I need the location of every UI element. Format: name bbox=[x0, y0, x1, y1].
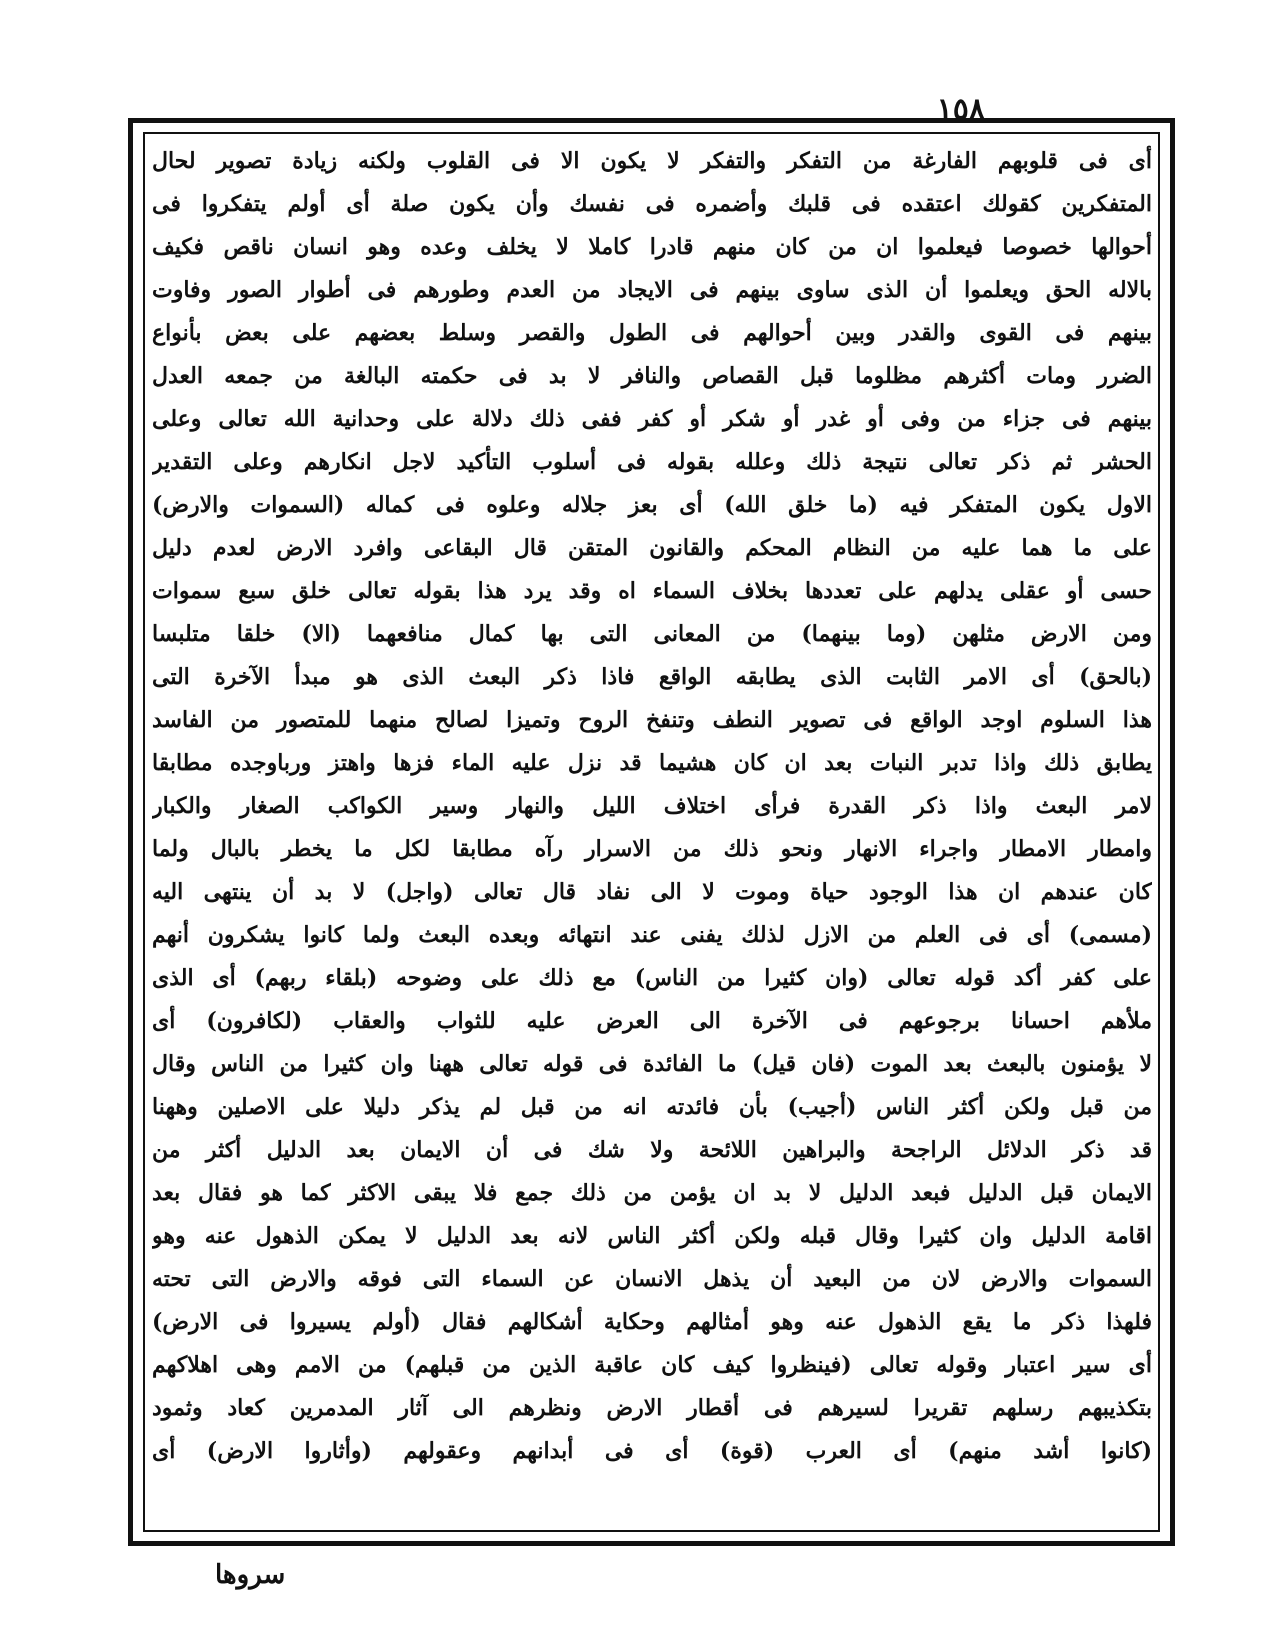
text-line: اقامة الدليل وان كثيرا وقال قبله ولكن أكثر الناس لانه بعد الدليل لا يمكن الذهول عنه وهو bbox=[152, 1223, 1152, 1249]
text-line: بتكذيبهم رسلهم تقريرا لسيرهم فى أقطار الارض ونظرهم الى آثار المدمرين كعاد وثمود bbox=[152, 1395, 1152, 1421]
text-line: أى سير اعتبار وقوله تعالى (فينظروا كيف كان عاقبة الذين من قبلهم) من الامم وهى اهلاكهم bbox=[152, 1352, 1152, 1378]
text-line: على ما هما عليه من النظام المحكم والقانون المتقن قال البقاعى وافرد الارض لعدم دليل bbox=[152, 535, 1152, 561]
text-line: هذا السلوم اوجد الواقع فى تصوير النطف وتنفخ الروح وتميزا لصالح منهما للمتصور من الفاسد bbox=[152, 707, 1152, 733]
text-line: المتفكرين كقولك اعتقده فى قلبك وأضمره فى نفسك وأن يكون صلة أى أولم يتفكروا فى bbox=[152, 191, 1152, 217]
text-line: الحشر ثم ذكر تعالى نتيجة ذلك وعلله بقوله فى أسلوب التأكيد لاجل انكارهم وعلى التقدير bbox=[152, 449, 1152, 475]
text-line: كان عندهم ان هذا الوجود حياة وموت لا الى نفاد قال تعالى (واجل) لا بد أن ينتهى اليه bbox=[152, 879, 1152, 905]
text-line: السموات والارض لان من البعيد أن يذهل الانسان عن السماء التى فوقه والارض التى تحته bbox=[152, 1266, 1152, 1292]
text-line: لا يؤمنون بالبعث بعد الموت (فان قيل) ما الفائدة فى قوله تعالى ههنا وان كثيرا من الناس وقال bbox=[152, 1051, 1152, 1077]
text-line: (مسمى) أى فى العلم من الازل لذلك يفنى عند انتهائه وبعده البعث ولما كانوا يشكرون أنهم bbox=[152, 922, 1152, 948]
text-line: حسى أو عقلى يدلهم على تعددها بخلاف السماء اه وقد يرد هذا بقوله تعالى خلق سبع سموات bbox=[152, 578, 1152, 604]
text-line: (كانوا أشد منهم) أى العرب (قوة) أى فى أبدانهم وعقولهم (وأثاروا الارض) أى bbox=[152, 1438, 1152, 1464]
page-number: ١٥٨ bbox=[936, 92, 985, 127]
text-line: فلهذا ذكر ما يقع الذهول عنه وهو أمثالهم وحكاية أشكالهم فقال (أولم يسيروا فى الارض) bbox=[152, 1309, 1152, 1335]
text-line: أحوالها خصوصا فيعلموا ان من كان منهم قادرا كاملا لا يخلف وعده وهو انسان ناقص فكيف bbox=[152, 234, 1152, 260]
text-line: (بالحق) أى الامر الثابت الذى يطابقه الواقع فاذا ذكر البعث الذى هو مبدأ الآخرة التى bbox=[152, 664, 1152, 690]
text-line: ملأهم احسانا برجوعهم فى الآخرة الى العرض عليه للثواب والعقاب (لكافرون) أى bbox=[152, 1008, 1152, 1034]
text-line: وامطار الامطار واجراء الانهار ونحو ذلك من الاسرار رآه مطابقا لكل ما يخطر بالبال ولما bbox=[152, 836, 1152, 862]
catchword: سروها bbox=[215, 1560, 286, 1590]
text-line: لامر البعث واذا ذكر القدرة فرأى اختلاف الليل والنهار وسير الكواكب الصغار والكبار bbox=[152, 793, 1152, 819]
text-line: أى فى قلوبهم الفارغة من التفكر والتفكر لا يكون الا فى القلوب ولكنه زيادة تصوير لحال bbox=[152, 148, 1152, 174]
text-line: بينهم فى القوى والقدر وبين أحوالهم فى الطول والقصر وسلط بعضهم على بعض بأنواع bbox=[152, 320, 1152, 346]
text-line: الايمان قبل الدليل فبعد الدليل لا بد ان يؤمن من ذلك جمع فلا يبقى الاكثر كما هو فقال بعد bbox=[152, 1180, 1152, 1206]
text-line: من قبل ولكن أكثر الناس (أجيب) بأن فائدته انه من قبل لم يذكر دليلا على الاصلين وههنا bbox=[152, 1094, 1152, 1120]
text-line: قد ذكر الدلائل الراجحة والبراهين اللائحة ولا شك فى أن الايمان بعد الدليل أكثر من bbox=[152, 1137, 1152, 1163]
text-line: ومن الارض مثلهن (وما بينهما) من المعانى التى بها كمال منافعهما (الا) خلقا متلبسا bbox=[152, 621, 1152, 647]
text-line: الضرر ومات أكثرهم مظلوما قبل القصاص والنافر لا بد فى حكمته البالغة من جمعه العدل bbox=[152, 363, 1152, 389]
text-line: بالاله الحق ويعلموا أن الذى ساوى بينهم فى الايجاد من العدم وطورهم فى أطوار الصور وفاوت bbox=[152, 277, 1152, 303]
text-line: بينهم فى جزاء من وفى أو غدر أو شكر أو كفر ففى ذلك دلالة على وحدانية الله تعالى وعلى bbox=[152, 406, 1152, 432]
text-line: يطابق ذلك واذا تدبر النبات بعد ان كان هشيما قد نزل عليه الماء فزها واهتز ورباوجده مطابقا bbox=[152, 750, 1152, 776]
text-line: الاول يكون المتفكر فيه (ما خلق الله) أى بعز جلاله وعلوه فى كماله (السموات والارض) bbox=[152, 492, 1152, 518]
text-body bbox=[152, 140, 1152, 1525]
text-line: على كفر أكد قوله تعالى (وان كثيرا من الناس) مع ذلك على وضوحه (بلقاء ربهم) أى الذى bbox=[152, 965, 1152, 991]
